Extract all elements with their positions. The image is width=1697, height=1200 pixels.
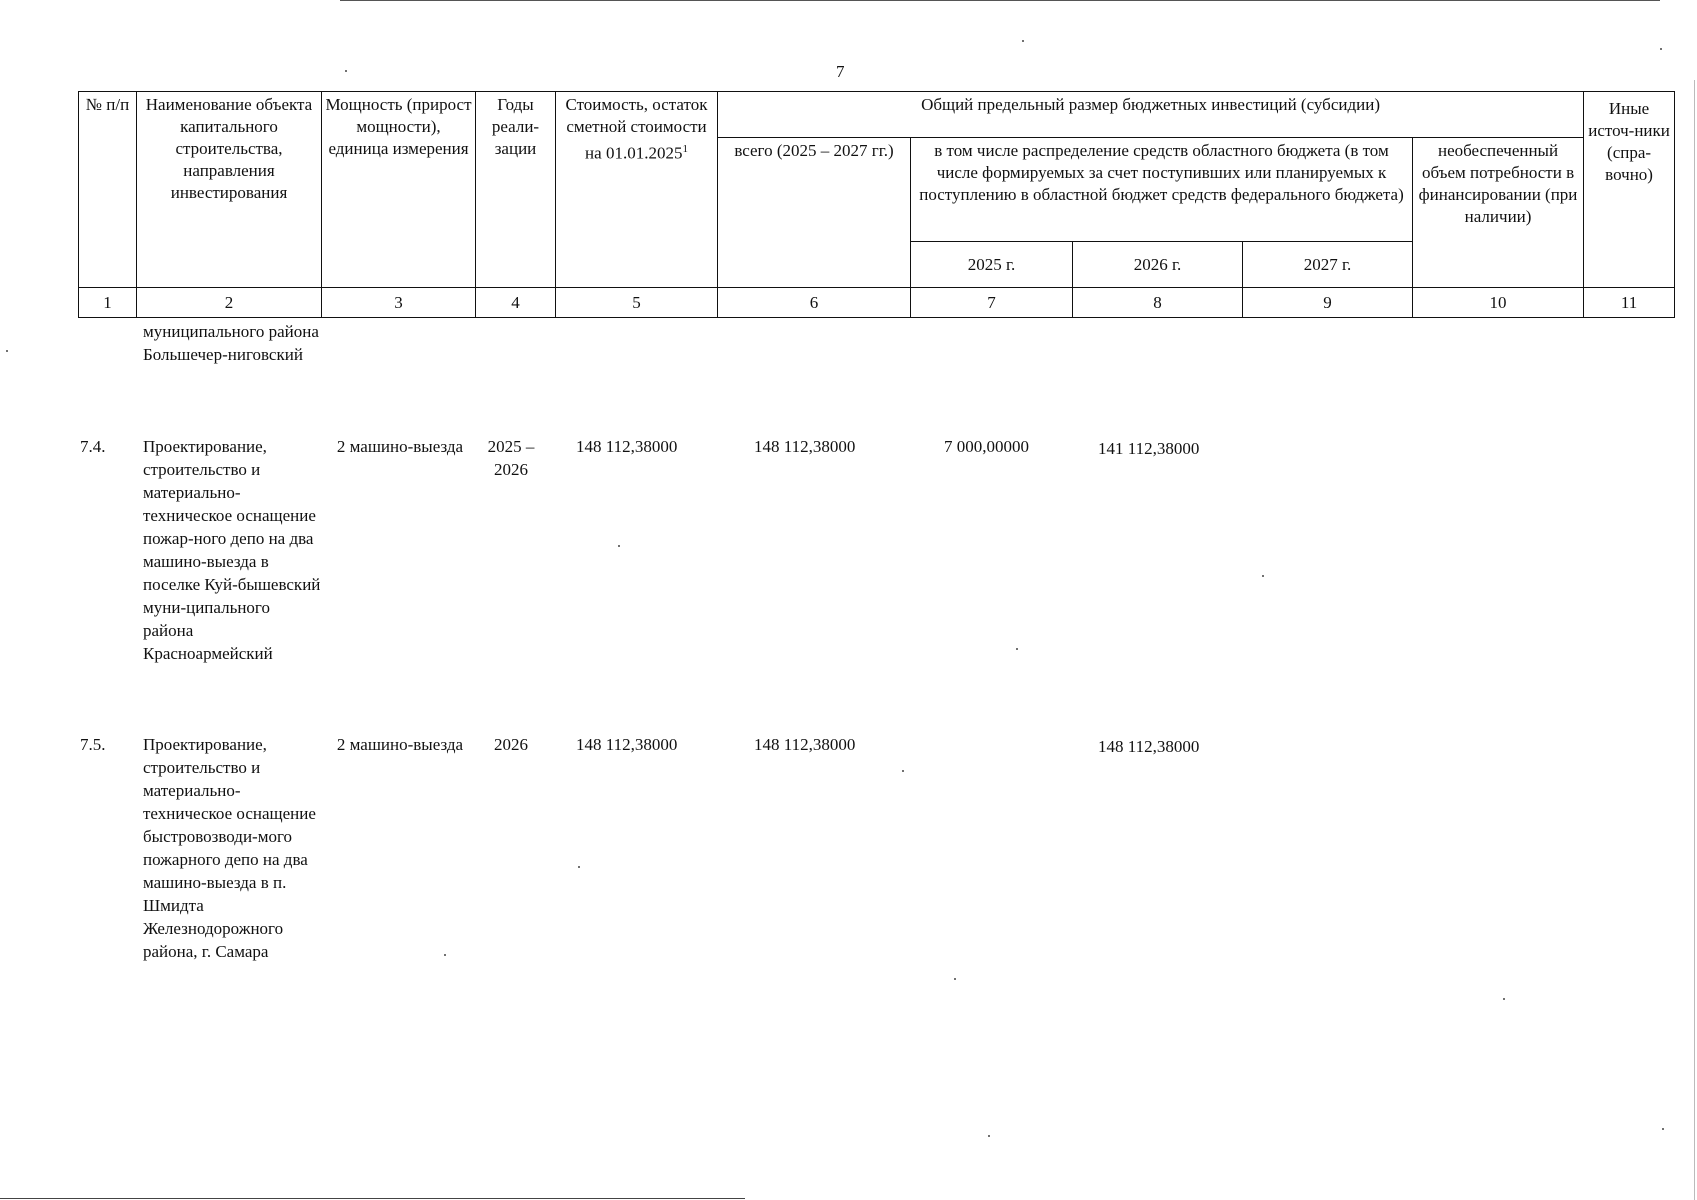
scan-speck [1262, 575, 1264, 577]
page-number: 7 [836, 62, 845, 81]
scan-speck [345, 70, 347, 72]
column-number: 9 [1243, 288, 1413, 318]
header-regional-budget: в том числе распределение средств областного бюджета (в том числе формируемых за счет поступивших или планируемых к поступлению в областной бюджет средств федерального бюджета) [911, 138, 1413, 242]
scan-speck [1022, 40, 1024, 42]
header-other-sources: Иные источ-ники (спра-вочно) [1584, 92, 1675, 288]
cost-value: 148 112,38000 [576, 735, 678, 754]
column-number: 6 [718, 288, 911, 318]
column-number-row [79, 288, 1675, 318]
header-num: № п/п [79, 92, 137, 288]
column-number: 1 [79, 288, 137, 318]
column-number: 4 [476, 288, 556, 318]
header-cost-text: Стоимость, остаток сметной стоимости на 01.01.2025 [565, 95, 708, 163]
row-number: 7.5. [80, 735, 106, 754]
scan-speck [1016, 648, 1018, 650]
capacity-value: 2 машино-выезда [336, 437, 464, 456]
capacity-value: 2 машино-выезда [336, 735, 464, 754]
column-number: 11 [1584, 288, 1675, 318]
header-cost-footnote: 1 [682, 143, 688, 155]
scan-speck [1503, 998, 1505, 1000]
scan-speck [1662, 1128, 1664, 1130]
scan-bottom-edge [0, 1198, 745, 1199]
column-number: 7 [911, 288, 1073, 318]
total-value: 148 112,38000 [754, 437, 856, 456]
column-number: 5 [556, 288, 718, 318]
years-value: 2026 [494, 735, 528, 754]
years-value: 2025 – 2026 [487, 437, 535, 479]
column-number: 2 [137, 288, 322, 318]
scan-right-edge [1694, 80, 1695, 1200]
column-number: 8 [1073, 288, 1243, 318]
scan-speck [578, 866, 580, 868]
scan-speck [902, 770, 904, 772]
year-2025-value: 7 000,00000 [944, 437, 1029, 456]
header-name: Наименование объекта капитального строительства, направления инвестирования [137, 92, 322, 288]
scan-speck [6, 350, 8, 352]
year-2026-value: 148 112,38000 [1098, 737, 1200, 756]
header-capacity: Мощность (прирост мощности), единица измерения [322, 92, 476, 288]
total-value: 148 112,38000 [754, 735, 856, 754]
header-year-2025: 2025 г. [911, 242, 1073, 288]
column-number: 3 [322, 288, 476, 318]
header-total: всего (2025 – 2027 гг.) [718, 138, 911, 288]
header-year-2027: 2027 г. [1243, 242, 1413, 288]
cost-value: 148 112,38000 [576, 437, 678, 456]
scan-speck [1660, 48, 1662, 50]
row-number: 7.4. [80, 437, 106, 456]
object-name: Проектирование, строительство и материально-техническое оснащение быстровозводи-мого пожарного депо на два машино-выезда в п. Шмидта Железнодорожного района, г. Самара [143, 735, 316, 961]
budget-table-header [78, 91, 1675, 318]
header-cost [556, 92, 718, 288]
scan-speck [988, 1135, 990, 1137]
header-year-2026: 2026 г. [1073, 242, 1243, 288]
header-years: Годы реали-зации [476, 92, 556, 288]
scan-speck [444, 954, 446, 956]
scan-top-edge [340, 0, 1660, 1]
object-name: Проектирование, строительство и материально-техническое оснащение пожар-ного депо на два машино-выезда в поселке Куй-бышевский муни-ципального района Красноармейский [143, 437, 321, 663]
continuation-text: муниципального района Большечер-ниговский [143, 322, 319, 364]
column-number: 10 [1413, 288, 1584, 318]
header-budget-group: Общий предельный размер бюджетных инвестиций (субсидии) [718, 92, 1584, 138]
scan-speck [954, 978, 956, 980]
header-unfunded: необеспеченный объем потребности в финансировании (при наличии) [1413, 138, 1584, 288]
scan-speck [618, 545, 620, 547]
year-2026-value: 141 112,38000 [1098, 439, 1200, 458]
